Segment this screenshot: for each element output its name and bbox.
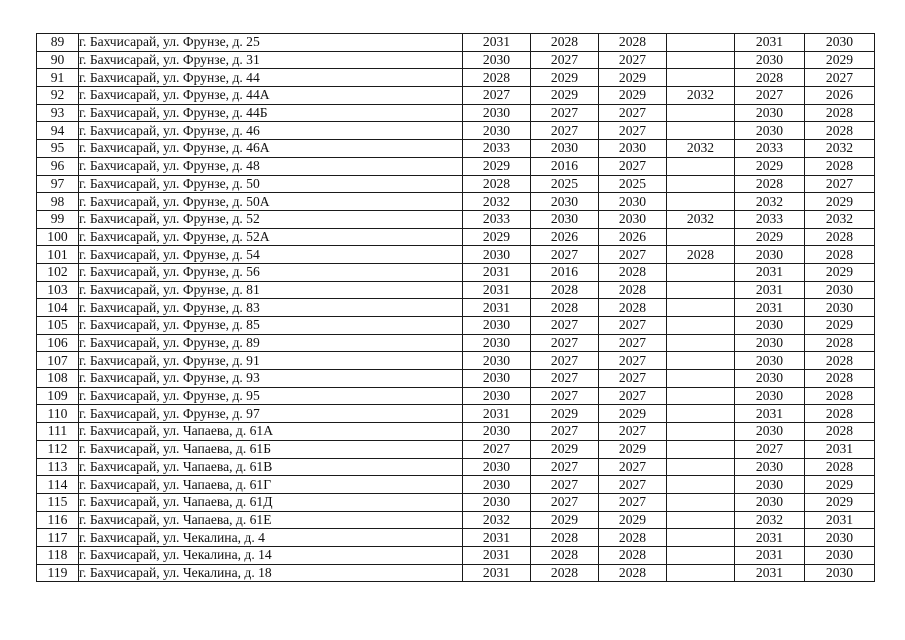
year-cell-4 xyxy=(667,423,735,441)
year-cell-2: 2030 xyxy=(531,140,599,158)
address-cell: г. Бахчисарай, ул. Чекалина, д. 18 xyxy=(79,564,463,582)
year-cell-3: 2027 xyxy=(599,157,667,175)
year-cell-5: 2030 xyxy=(735,387,805,405)
row-number-cell: 114 xyxy=(37,476,79,494)
year-cell-5: 2031 xyxy=(735,299,805,317)
year-cell-3: 2027 xyxy=(599,476,667,494)
year-cell-1: 2028 xyxy=(463,175,531,193)
row-number-cell: 96 xyxy=(37,157,79,175)
year-cell-3: 2028 xyxy=(599,263,667,281)
table-row xyxy=(37,334,875,352)
year-cell-4 xyxy=(667,476,735,494)
table-row xyxy=(37,493,875,511)
row-number-cell: 118 xyxy=(37,546,79,564)
address-cell: г. Бахчисарай, ул. Фрунзе, д. 44 xyxy=(79,69,463,87)
table-row xyxy=(37,263,875,281)
address-cell: г. Бахчисарай, ул. Чапаева, д. 61Б xyxy=(79,440,463,458)
address-cell: г. Бахчисарай, ул. Фрунзе, д. 52А xyxy=(79,228,463,246)
year-cell-6: 2030 xyxy=(805,564,875,582)
year-cell-6: 2029 xyxy=(805,263,875,281)
table-row xyxy=(37,87,875,105)
address-cell: г. Бахчисарай, ул. Чапаева, д. 61В xyxy=(79,458,463,476)
address-cell: г. Бахчисарай, ул. Фрунзе, д. 97 xyxy=(79,405,463,423)
row-number-cell: 93 xyxy=(37,104,79,122)
table-row xyxy=(37,175,875,193)
address-cell: г. Бахчисарай, ул. Фрунзе, д. 44А xyxy=(79,87,463,105)
row-number-cell: 90 xyxy=(37,51,79,69)
year-cell-3: 2027 xyxy=(599,370,667,388)
row-number-cell: 108 xyxy=(37,370,79,388)
row-number-cell: 98 xyxy=(37,193,79,211)
year-cell-1: 2030 xyxy=(463,122,531,140)
year-cell-1: 2031 xyxy=(463,299,531,317)
year-cell-6: 2030 xyxy=(805,529,875,547)
address-cell: г. Бахчисарай, ул. Фрунзе, д. 91 xyxy=(79,352,463,370)
year-cell-6: 2028 xyxy=(805,157,875,175)
year-cell-2: 2027 xyxy=(531,51,599,69)
year-cell-2: 2025 xyxy=(531,175,599,193)
year-cell-4 xyxy=(667,564,735,582)
address-cell: г. Бахчисарай, ул. Фрунзе, д. 25 xyxy=(79,34,463,52)
year-cell-3: 2028 xyxy=(599,281,667,299)
year-cell-5: 2030 xyxy=(735,246,805,264)
year-cell-3: 2027 xyxy=(599,458,667,476)
table-row xyxy=(37,529,875,547)
year-cell-4: 2032 xyxy=(667,140,735,158)
address-cell: г. Бахчисарай, ул. Фрунзе, д. 89 xyxy=(79,334,463,352)
year-cell-2: 2027 xyxy=(531,352,599,370)
row-number-cell: 97 xyxy=(37,175,79,193)
row-number-cell: 105 xyxy=(37,317,79,335)
address-cell: г. Бахчисарай, ул. Чапаева, д. 61Д xyxy=(79,493,463,511)
year-cell-3: 2030 xyxy=(599,193,667,211)
table-row xyxy=(37,140,875,158)
address-cell: г. Бахчисарай, ул. Фрунзе, д. 95 xyxy=(79,387,463,405)
year-cell-3: 2027 xyxy=(599,493,667,511)
year-cell-4 xyxy=(667,193,735,211)
year-cell-2: 2027 xyxy=(531,246,599,264)
year-cell-5: 2029 xyxy=(735,228,805,246)
year-cell-5: 2030 xyxy=(735,352,805,370)
year-cell-5: 2027 xyxy=(735,440,805,458)
year-cell-4 xyxy=(667,281,735,299)
year-cell-4 xyxy=(667,175,735,193)
year-cell-4 xyxy=(667,228,735,246)
year-cell-4 xyxy=(667,370,735,388)
year-cell-4: 2032 xyxy=(667,87,735,105)
year-cell-6: 2030 xyxy=(805,281,875,299)
year-cell-1: 2031 xyxy=(463,564,531,582)
year-cell-6: 2027 xyxy=(805,69,875,87)
table-row xyxy=(37,34,875,52)
year-cell-6: 2028 xyxy=(805,334,875,352)
year-cell-5: 2032 xyxy=(735,193,805,211)
address-cell: г. Бахчисарай, ул. Фрунзе, д. 54 xyxy=(79,246,463,264)
table-row xyxy=(37,440,875,458)
table-row xyxy=(37,511,875,529)
year-cell-5: 2030 xyxy=(735,493,805,511)
year-cell-1: 2027 xyxy=(463,87,531,105)
year-cell-5: 2030 xyxy=(735,423,805,441)
address-cell: г. Бахчисарай, ул. Фрунзе, д. 85 xyxy=(79,317,463,335)
address-cell: г. Бахчисарай, ул. Фрунзе, д. 48 xyxy=(79,157,463,175)
year-cell-2: 2028 xyxy=(531,564,599,582)
housing-repair-schedule-table xyxy=(36,33,875,582)
year-cell-5: 2027 xyxy=(735,87,805,105)
table-row xyxy=(37,157,875,175)
year-cell-3: 2030 xyxy=(599,210,667,228)
year-cell-2: 2030 xyxy=(531,210,599,228)
year-cell-2: 2016 xyxy=(531,263,599,281)
table-row xyxy=(37,352,875,370)
address-cell: г. Бахчисарай, ул. Чекалина, д. 4 xyxy=(79,529,463,547)
year-cell-5: 2029 xyxy=(735,157,805,175)
year-cell-3: 2029 xyxy=(599,69,667,87)
year-cell-5: 2030 xyxy=(735,104,805,122)
year-cell-1: 2031 xyxy=(463,529,531,547)
year-cell-4 xyxy=(667,334,735,352)
year-cell-6: 2029 xyxy=(805,493,875,511)
row-number-cell: 110 xyxy=(37,405,79,423)
year-cell-3: 2029 xyxy=(599,405,667,423)
year-cell-5: 2030 xyxy=(735,334,805,352)
year-cell-1: 2030 xyxy=(463,476,531,494)
year-cell-2: 2027 xyxy=(531,423,599,441)
year-cell-4: 2028 xyxy=(667,246,735,264)
year-cell-6: 2032 xyxy=(805,140,875,158)
year-cell-4 xyxy=(667,387,735,405)
year-cell-1: 2030 xyxy=(463,387,531,405)
year-cell-3: 2027 xyxy=(599,122,667,140)
year-cell-5: 2030 xyxy=(735,122,805,140)
row-number-cell: 117 xyxy=(37,529,79,547)
row-number-cell: 119 xyxy=(37,564,79,582)
year-cell-5: 2033 xyxy=(735,210,805,228)
year-cell-5: 2028 xyxy=(735,69,805,87)
year-cell-5: 2032 xyxy=(735,511,805,529)
address-cell: г. Бахчисарай, ул. Фрунзе, д. 93 xyxy=(79,370,463,388)
year-cell-1: 2031 xyxy=(463,281,531,299)
row-number-cell: 92 xyxy=(37,87,79,105)
table-row xyxy=(37,246,875,264)
year-cell-3: 2028 xyxy=(599,34,667,52)
year-cell-2: 2028 xyxy=(531,281,599,299)
year-cell-2: 2027 xyxy=(531,493,599,511)
table-row xyxy=(37,51,875,69)
year-cell-6: 2028 xyxy=(805,458,875,476)
year-cell-2: 2027 xyxy=(531,122,599,140)
year-cell-3: 2027 xyxy=(599,246,667,264)
address-cell: г. Бахчисарай, ул. Чапаева, д. 61Е xyxy=(79,511,463,529)
year-cell-6: 2032 xyxy=(805,210,875,228)
year-cell-3: 2027 xyxy=(599,51,667,69)
year-cell-1: 2027 xyxy=(463,440,531,458)
address-cell: г. Бахчисарай, ул. Фрунзе, д. 81 xyxy=(79,281,463,299)
year-cell-6: 2028 xyxy=(805,387,875,405)
year-cell-4 xyxy=(667,511,735,529)
row-number-cell: 115 xyxy=(37,493,79,511)
row-number-cell: 95 xyxy=(37,140,79,158)
year-cell-1: 2028 xyxy=(463,69,531,87)
year-cell-2: 2027 xyxy=(531,104,599,122)
table-row xyxy=(37,69,875,87)
year-cell-3: 2029 xyxy=(599,440,667,458)
year-cell-3: 2028 xyxy=(599,529,667,547)
year-cell-4 xyxy=(667,493,735,511)
year-cell-4 xyxy=(667,51,735,69)
year-cell-5: 2028 xyxy=(735,175,805,193)
table-row xyxy=(37,405,875,423)
table-row xyxy=(37,228,875,246)
year-cell-2: 2016 xyxy=(531,157,599,175)
year-cell-4 xyxy=(667,34,735,52)
year-cell-2: 2028 xyxy=(531,299,599,317)
table-row xyxy=(37,546,875,564)
year-cell-6: 2030 xyxy=(805,299,875,317)
year-cell-4 xyxy=(667,104,735,122)
row-number-cell: 109 xyxy=(37,387,79,405)
year-cell-6: 2027 xyxy=(805,175,875,193)
year-cell-3: 2027 xyxy=(599,317,667,335)
year-cell-4 xyxy=(667,440,735,458)
row-number-cell: 107 xyxy=(37,352,79,370)
row-number-cell: 99 xyxy=(37,210,79,228)
year-cell-1: 2030 xyxy=(463,317,531,335)
row-number-cell: 101 xyxy=(37,246,79,264)
year-cell-6: 2028 xyxy=(805,405,875,423)
table-row xyxy=(37,370,875,388)
year-cell-5: 2031 xyxy=(735,405,805,423)
year-cell-2: 2027 xyxy=(531,458,599,476)
year-cell-4 xyxy=(667,317,735,335)
address-cell: г. Бахчисарай, ул. Чекалина, д. 14 xyxy=(79,546,463,564)
year-cell-3: 2025 xyxy=(599,175,667,193)
year-cell-3: 2026 xyxy=(599,228,667,246)
year-cell-2: 2027 xyxy=(531,370,599,388)
year-cell-3: 2027 xyxy=(599,334,667,352)
year-cell-2: 2027 xyxy=(531,387,599,405)
year-cell-1: 2030 xyxy=(463,493,531,511)
address-cell: г. Бахчисарай, ул. Фрунзе, д. 46А xyxy=(79,140,463,158)
address-cell: г. Бахчисарай, ул. Фрунзе, д. 31 xyxy=(79,51,463,69)
year-cell-4 xyxy=(667,405,735,423)
year-cell-2: 2028 xyxy=(531,529,599,547)
table-row xyxy=(37,281,875,299)
year-cell-5: 2030 xyxy=(735,476,805,494)
row-number-cell: 102 xyxy=(37,263,79,281)
address-cell: г. Бахчисарай, ул. Фрунзе, д. 46 xyxy=(79,122,463,140)
table-row xyxy=(37,104,875,122)
year-cell-1: 2031 xyxy=(463,34,531,52)
year-cell-2: 2027 xyxy=(531,317,599,335)
table-body xyxy=(37,34,875,582)
year-cell-5: 2030 xyxy=(735,51,805,69)
year-cell-1: 2030 xyxy=(463,334,531,352)
year-cell-3: 2030 xyxy=(599,140,667,158)
row-number-cell: 104 xyxy=(37,299,79,317)
year-cell-1: 2032 xyxy=(463,511,531,529)
year-cell-1: 2031 xyxy=(463,263,531,281)
year-cell-1: 2033 xyxy=(463,140,531,158)
year-cell-1: 2030 xyxy=(463,370,531,388)
year-cell-2: 2028 xyxy=(531,34,599,52)
row-number-cell: 116 xyxy=(37,511,79,529)
year-cell-3: 2027 xyxy=(599,387,667,405)
address-cell: г. Бахчисарай, ул. Фрунзе, д. 50А xyxy=(79,193,463,211)
year-cell-1: 2029 xyxy=(463,157,531,175)
year-cell-1: 2030 xyxy=(463,458,531,476)
year-cell-6: 2030 xyxy=(805,34,875,52)
year-cell-6: 2028 xyxy=(805,352,875,370)
year-cell-2: 2026 xyxy=(531,228,599,246)
row-number-cell: 113 xyxy=(37,458,79,476)
year-cell-2: 2027 xyxy=(531,476,599,494)
year-cell-6: 2031 xyxy=(805,440,875,458)
row-number-cell: 106 xyxy=(37,334,79,352)
year-cell-1: 2030 xyxy=(463,104,531,122)
year-cell-1: 2033 xyxy=(463,210,531,228)
row-number-cell: 100 xyxy=(37,228,79,246)
year-cell-1: 2032 xyxy=(463,193,531,211)
row-number-cell: 112 xyxy=(37,440,79,458)
year-cell-3: 2027 xyxy=(599,352,667,370)
year-cell-5: 2031 xyxy=(735,263,805,281)
year-cell-1: 2031 xyxy=(463,546,531,564)
table-row xyxy=(37,122,875,140)
year-cell-5: 2031 xyxy=(735,546,805,564)
row-number-cell: 91 xyxy=(37,69,79,87)
table-row xyxy=(37,564,875,582)
row-number-cell: 89 xyxy=(37,34,79,52)
table-row xyxy=(37,423,875,441)
year-cell-4 xyxy=(667,157,735,175)
year-cell-3: 2027 xyxy=(599,104,667,122)
table-row xyxy=(37,458,875,476)
year-cell-6: 2028 xyxy=(805,423,875,441)
year-cell-1: 2030 xyxy=(463,51,531,69)
year-cell-1: 2030 xyxy=(463,423,531,441)
year-cell-2: 2029 xyxy=(531,69,599,87)
year-cell-3: 2027 xyxy=(599,423,667,441)
year-cell-5: 2030 xyxy=(735,370,805,388)
year-cell-4 xyxy=(667,352,735,370)
year-cell-4 xyxy=(667,546,735,564)
address-cell: г. Бахчисарай, ул. Чапаева, д. 61Г xyxy=(79,476,463,494)
year-cell-3: 2029 xyxy=(599,87,667,105)
year-cell-6: 2028 xyxy=(805,246,875,264)
year-cell-4 xyxy=(667,529,735,547)
year-cell-5: 2030 xyxy=(735,458,805,476)
year-cell-5: 2031 xyxy=(735,281,805,299)
year-cell-2: 2029 xyxy=(531,87,599,105)
year-cell-6: 2029 xyxy=(805,51,875,69)
year-cell-6: 2030 xyxy=(805,546,875,564)
year-cell-5: 2031 xyxy=(735,34,805,52)
year-cell-2: 2030 xyxy=(531,193,599,211)
year-cell-4: 2032 xyxy=(667,210,735,228)
year-cell-3: 2029 xyxy=(599,511,667,529)
year-cell-5: 2031 xyxy=(735,529,805,547)
year-cell-6: 2028 xyxy=(805,228,875,246)
year-cell-6: 2029 xyxy=(805,317,875,335)
address-cell: г. Бахчисарай, ул. Фрунзе, д. 56 xyxy=(79,263,463,281)
year-cell-2: 2029 xyxy=(531,405,599,423)
year-cell-4 xyxy=(667,122,735,140)
year-cell-4 xyxy=(667,69,735,87)
year-cell-2: 2028 xyxy=(531,546,599,564)
address-cell: г. Бахчисарай, ул. Фрунзе, д. 44Б xyxy=(79,104,463,122)
table-row xyxy=(37,210,875,228)
year-cell-3: 2028 xyxy=(599,546,667,564)
year-cell-1: 2030 xyxy=(463,352,531,370)
year-cell-4 xyxy=(667,458,735,476)
year-cell-1: 2029 xyxy=(463,228,531,246)
year-cell-3: 2028 xyxy=(599,299,667,317)
table-row xyxy=(37,193,875,211)
year-cell-6: 2029 xyxy=(805,476,875,494)
year-cell-6: 2028 xyxy=(805,104,875,122)
year-cell-6: 2031 xyxy=(805,511,875,529)
year-cell-1: 2031 xyxy=(463,405,531,423)
address-cell: г. Бахчисарай, ул. Фрунзе, д. 50 xyxy=(79,175,463,193)
year-cell-5: 2030 xyxy=(735,317,805,335)
row-number-cell: 94 xyxy=(37,122,79,140)
address-cell: г. Бахчисарай, ул. Фрунзе, д. 52 xyxy=(79,210,463,228)
year-cell-3: 2028 xyxy=(599,564,667,582)
year-cell-5: 2031 xyxy=(735,564,805,582)
table-row xyxy=(37,317,875,335)
row-number-cell: 103 xyxy=(37,281,79,299)
year-cell-6: 2028 xyxy=(805,370,875,388)
year-cell-6: 2029 xyxy=(805,193,875,211)
year-cell-2: 2029 xyxy=(531,440,599,458)
row-number-cell: 111 xyxy=(37,423,79,441)
year-cell-2: 2029 xyxy=(531,511,599,529)
address-cell: г. Бахчисарай, ул. Фрунзе, д. 83 xyxy=(79,299,463,317)
address-cell: г. Бахчисарай, ул. Чапаева, д. 61А xyxy=(79,423,463,441)
year-cell-6: 2028 xyxy=(805,122,875,140)
year-cell-6: 2026 xyxy=(805,87,875,105)
year-cell-1: 2030 xyxy=(463,246,531,264)
table-row xyxy=(37,476,875,494)
year-cell-4 xyxy=(667,263,735,281)
year-cell-2: 2027 xyxy=(531,334,599,352)
year-cell-4 xyxy=(667,299,735,317)
year-cell-5: 2033 xyxy=(735,140,805,158)
table-row xyxy=(37,387,875,405)
table-row xyxy=(37,299,875,317)
